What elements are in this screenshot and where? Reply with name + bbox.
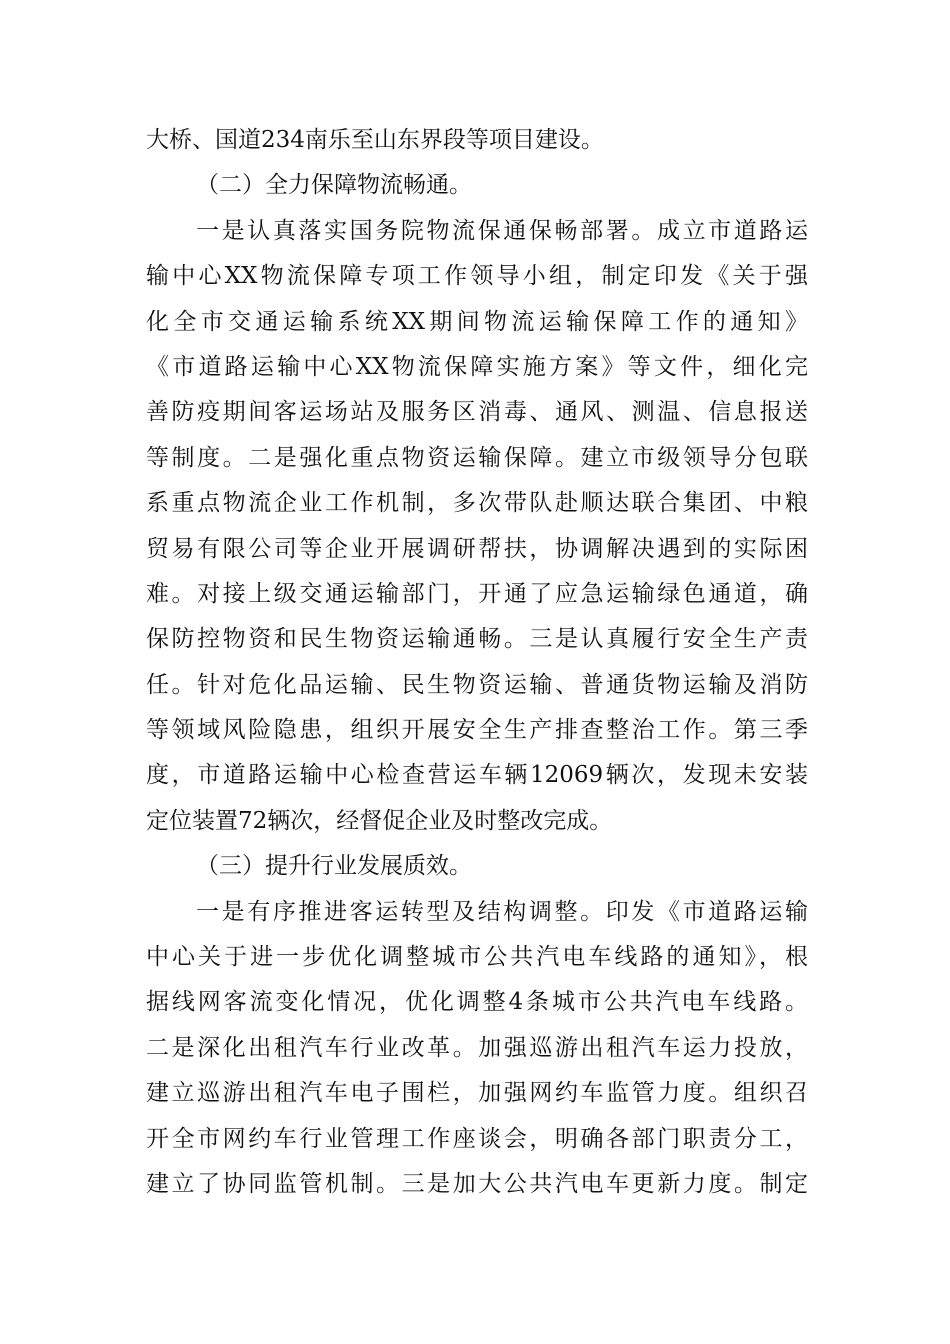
paragraph-line: 化全市交通运输系统XX期间物流运输保障工作的通知》 [146, 308, 808, 335]
paragraph-line: 系重点物流企业工作机制，多次带队赴顺达联合集团、中粮 [146, 490, 808, 517]
paragraph-line: 《市道路运输中心XX物流保障实施方案》等文件，细化完 [146, 353, 808, 380]
paragraph-line: 等制度。二是强化重点物资运输保障。建立市级领导分包联 [146, 444, 808, 471]
section-heading: （三）提升行业发展质效。 [196, 853, 472, 880]
paragraph-line: 难。对接上级交通运输部门，开通了应急运输绿色通道，确 [146, 580, 808, 607]
paragraph-line: 善防疫期间客运场站及服务区消毒、通风、测温、信息报送 [146, 399, 808, 426]
paragraph-line: 建立巡游出租汽车电子围栏，加强网约车监管力度。组织召 [146, 1080, 808, 1107]
paragraph-line: 度，市道路运输中心检查营运车辆12069辆次，发现未安装 [146, 762, 808, 789]
paragraph-line: 定位装置72辆次，经督促企业及时整改完成。 [146, 807, 613, 834]
paragraph-line: 中心关于进一步优化调整城市公共汽电车线路的通知》，根 [146, 944, 808, 971]
paragraph-line: 一是有序推进客运转型及结构调整。印发《市道路运输 [196, 898, 808, 925]
paragraph-line: 开全市网约车行业管理工作座谈会，明确各部门职责分工， [146, 1125, 808, 1152]
paragraph-line: 任。针对危化品运输、民生物资运输、普通货物运输及消防 [146, 671, 808, 698]
paragraph-line: 据线网客流变化情况，优化调整4条城市公共汽电车线路。 [146, 989, 808, 1016]
paragraph-line: 输中心XX物流保障专项工作领导小组，制定印发《关于强 [146, 263, 808, 290]
section-heading: （二）全力保障物流畅通。 [196, 172, 472, 199]
paragraph-line: 贸易有限公司等企业开展调研帮扶，协调解决遇到的实际困 [146, 535, 808, 562]
paragraph-line: 大桥、国道234南乐至山东界段等项目建设。 [146, 127, 604, 153]
paragraph-line: 二是深化出租汽车行业改革。加强巡游出租汽车运力投放， [146, 1034, 808, 1061]
document-page [146, 118, 808, 1207]
paragraph-line: 一是认真落实国务院物流保通保畅部署。成立市道路运 [196, 217, 808, 244]
paragraph-line: 保防控物资和民生物资运输通畅。三是认真履行安全生产责 [146, 626, 808, 653]
paragraph-line: 等领域风险隐患，组织开展安全生产排查整治工作。第三季 [146, 717, 808, 744]
paragraph-line: 建立了协同监管机制。三是加大公共汽电车更新力度。制定 [146, 1170, 808, 1197]
